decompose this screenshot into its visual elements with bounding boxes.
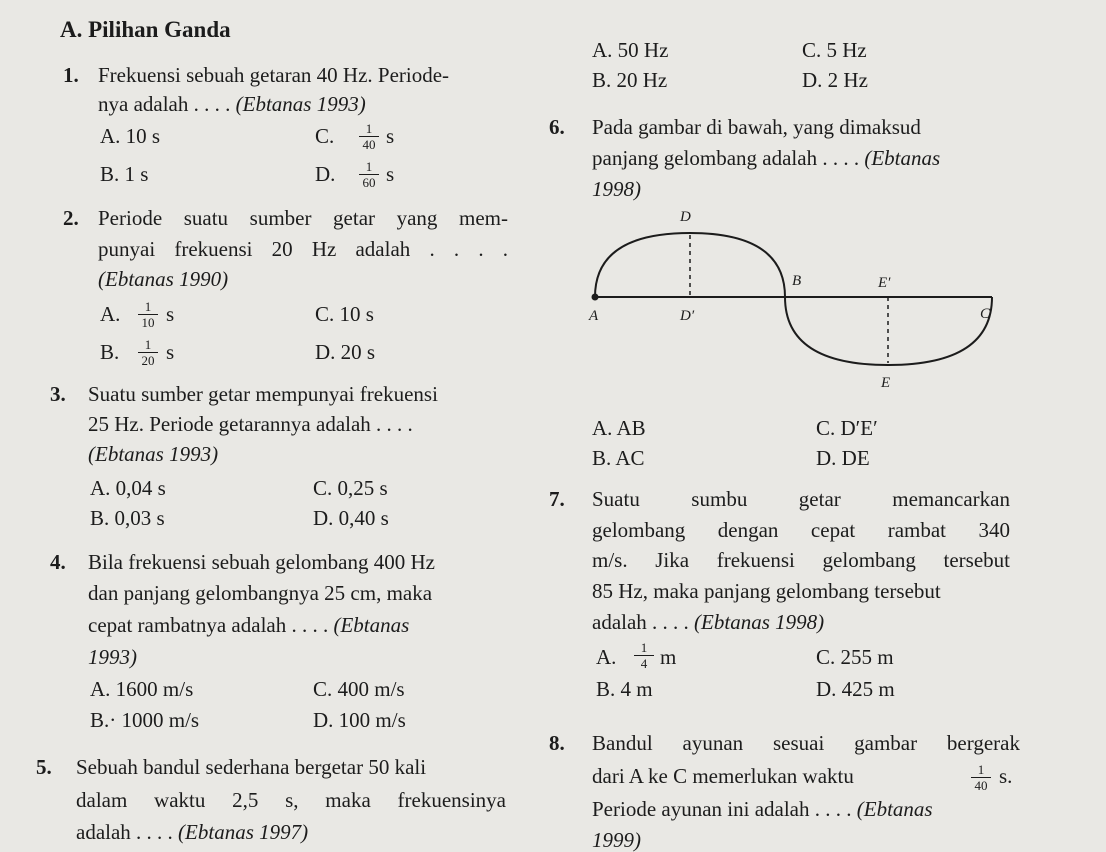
q7-text-line4: 85 Hz, maka panjang gelombang tersebut xyxy=(592,579,941,603)
label-d: D xyxy=(680,209,691,225)
q7-text-line3: m/s. Jika frekuensi gelombang tersebut xyxy=(592,548,1010,572)
q1-number: 1. xyxy=(63,63,79,87)
q7-option-a-unit: m xyxy=(660,645,677,669)
q2-option-a-unit: s xyxy=(166,302,175,326)
q3-text-line1: Suatu sumber getar mempunyai frekuensi xyxy=(88,382,438,406)
q2-option-b-unit: s xyxy=(166,340,175,364)
q2-option-a-fraction: $\frac{1}{10}$ xyxy=(138,300,158,329)
label-a: A xyxy=(589,308,599,324)
q6-text-line2: panjang gelombang adalah . . . . (Ebtanas xyxy=(592,146,941,170)
q8-text-line3: Periode ayunan ini adalah . . . . (Ebtanas xyxy=(592,797,933,821)
q4-option-b: B.· 1000 m/s xyxy=(90,708,200,732)
wave-crest xyxy=(595,233,785,297)
q8-time-fraction: $\frac{1}{40}$ xyxy=(971,763,991,792)
q4-text-line1: Bila frekuensi sebuah gelombang 400 Hz xyxy=(88,550,435,574)
q8-time-unit: s. xyxy=(999,764,1013,788)
q1-text-line1: Frekuensi sebuah getaran 40 Hz. Periode- xyxy=(98,63,450,87)
q2-number: 2. xyxy=(63,206,79,230)
q3-number: 3. xyxy=(50,382,66,406)
label-d-prime: D′ xyxy=(680,308,695,324)
q4-text-line2: dan panjang gelombangnya 25 cm, maka xyxy=(88,581,433,605)
q7-option-b: B. 4 m xyxy=(596,677,653,701)
label-b: B xyxy=(792,273,802,289)
q7-option-a-letter: A. xyxy=(596,645,617,669)
q5-text-line2: dalam waktu 2,5 s, maka frekuensinya xyxy=(76,788,506,812)
q1-option-c-unit: s xyxy=(386,124,395,148)
q6-option-c: C. D′E′ xyxy=(816,416,878,440)
q7-text-line5: adalah . . . . (Ebtanas 1998) xyxy=(592,610,825,634)
q6-number: 6. xyxy=(549,115,565,139)
q4-option-d: D. 100 m/s xyxy=(313,708,406,732)
q4-text-line3: cepat rambatnya adalah . . . . (Ebtanas xyxy=(88,613,410,637)
q1-option-d-fraction: $\frac{1}{60}$ xyxy=(359,160,379,189)
q7-text-line2: gelombang dengan cepat rambat 340 xyxy=(592,518,1010,542)
q3-option-a: A. 0,04 s xyxy=(90,476,166,500)
q5-option-b: B. 20 Hz xyxy=(592,68,668,92)
wave-diagram xyxy=(560,205,1020,395)
q1-option-a: A. 10 s xyxy=(100,124,161,148)
q5-option-c: C. 5 Hz xyxy=(802,38,867,62)
q2-source: (Ebtanas 1990) xyxy=(98,267,229,291)
q8-source-line2: 1999) xyxy=(592,828,641,852)
label-e-prime: E′ xyxy=(878,275,891,291)
q2-option-c: C. 10 s xyxy=(315,302,374,326)
q3-text-line2: 25 Hz. Periode getarannya adalah . . . . xyxy=(88,412,413,436)
q2-text-line2: punyai frekuensi 20 Hz adalah . . . . xyxy=(98,237,508,261)
q8-number: 8. xyxy=(549,731,565,755)
q4-option-c: C. 400 m/s xyxy=(313,677,405,701)
q5-option-a: A. 50 Hz xyxy=(592,38,669,62)
q5-text-line1: Sebuah bandul sederhana bergetar 50 kali xyxy=(76,755,427,779)
q6-option-b: B. AC xyxy=(592,446,645,470)
label-e: E xyxy=(881,375,891,391)
q6-option-a: A. AB xyxy=(592,416,646,440)
point-a-dot xyxy=(592,294,599,301)
q4-number: 4. xyxy=(50,550,66,574)
q2-option-b-fraction: $\frac{1}{20}$ xyxy=(138,338,158,367)
q6-source-line2: 1998) xyxy=(592,177,641,201)
q3-source: (Ebtanas 1993) xyxy=(88,442,219,466)
q6-option-d: D. DE xyxy=(816,446,870,470)
q5-text-line3: adalah . . . . (Ebtanas 1997) xyxy=(76,820,309,844)
label-c: C xyxy=(980,306,991,322)
q3-option-b: B. 0,03 s xyxy=(90,506,165,530)
q3-option-c: C. 0,25 s xyxy=(313,476,388,500)
q2-option-b-letter: B. xyxy=(100,340,120,364)
section-title: A. Pilihan Ganda xyxy=(60,17,231,42)
q3-option-d: D. 0,40 s xyxy=(313,506,389,530)
q1-option-c-fraction: $\frac{1}{40}$ xyxy=(359,122,379,151)
q5-number: 5. xyxy=(36,755,52,779)
q2-option-d: D. 20 s xyxy=(315,340,376,364)
q8-text-line2: dari A ke C memerlukan waktu xyxy=(592,764,854,788)
q7-number: 7. xyxy=(549,487,565,511)
q2-text-line1: Periode suatu sumber getar yang mem- xyxy=(98,206,508,230)
q1-text-line2: nya adalah . . . . (Ebtanas 1993) xyxy=(98,92,366,116)
q1-option-d-letter: D. xyxy=(315,162,336,186)
q8-text-line1: Bandul ayunan sesuai gambar bergerak xyxy=(592,731,1020,755)
q6-text-line1: Pada gambar di bawah, yang dimaksud xyxy=(592,115,921,139)
q1-option-c-letter: C. xyxy=(315,124,335,148)
q7-option-d: D. 425 m xyxy=(816,677,895,701)
q5-option-d: D. 2 Hz xyxy=(802,68,868,92)
q4-option-a: A. 1600 m/s xyxy=(90,677,194,701)
q1-option-b: B. 1 s xyxy=(100,162,149,186)
q1-option-d-unit: s xyxy=(386,162,395,186)
q2-option-a-letter: A. xyxy=(100,302,121,326)
q7-text-line1: Suatu sumbu getar memancarkan xyxy=(592,487,1010,511)
q4-source-line2: 1993) xyxy=(88,645,137,669)
q7-option-c: C. 255 m xyxy=(816,645,894,669)
q7-option-a-fraction: $\frac{1}{4}$ xyxy=(634,641,654,670)
